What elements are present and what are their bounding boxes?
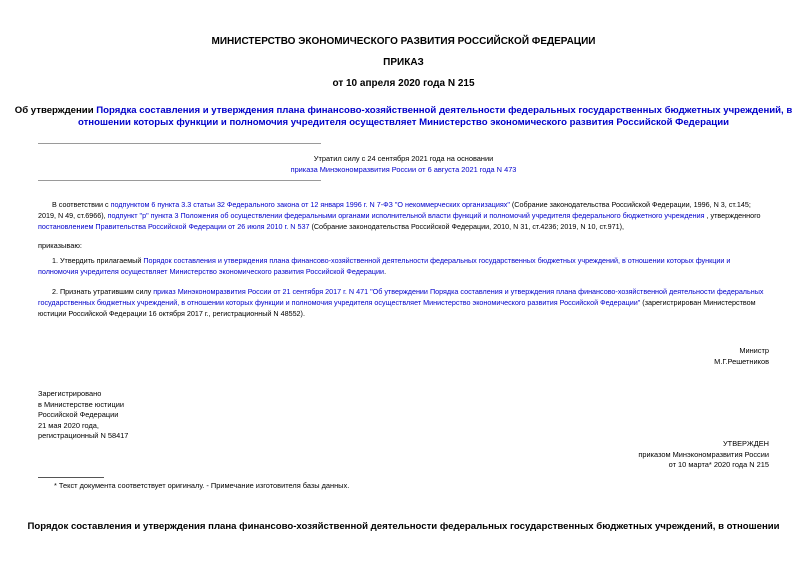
p3-text-a: 2. Признать утратившим силу — [52, 287, 154, 296]
approval-block — [638, 439, 769, 471]
document-date: от 10 апреля 2020 года N 215 — [332, 78, 475, 89]
p1-link-resolution[interactable]: постановлением Правительства Российской Федерации от 26 июля 2010 г. N 537 — [38, 222, 310, 231]
footnote-divider — [38, 477, 104, 478]
signature-title: Министр — [739, 346, 769, 355]
approval-line2: приказом Минэкономразвития России — [638, 449, 769, 459]
divider-top — [38, 143, 321, 144]
document-type: ПРИКАЗ — [383, 57, 424, 68]
ministry-heading: МИНИСТЕРСТВО ЭКОНОМИЧЕСКОГО РАЗВИТИЯ РОССИЙСКОЙ ФЕДЕРАЦИИ — [211, 36, 596, 47]
prikazyvayu-text: приказываю: — [38, 241, 82, 250]
p3-text-b: (зарегистрирован Министерством — [640, 298, 756, 307]
status-link[interactable]: приказа Минэкономразвития России от 6 августа 2021 года N 473 — [290, 164, 517, 174]
registration-line2: в Министерстве юстиции — [38, 399, 125, 409]
paragraph-1 — [38, 199, 770, 232]
registration-line4: 21 мая 2020 года, — [38, 420, 99, 430]
p1-link-law[interactable]: подпунктом 6 пункта 3.3 статьи 32 Федерального закона от 12 января 1996 г. N 7-ФЗ "О некоммерческих организациях" — [110, 200, 510, 209]
registration-line5: регистрационный N 58417 — [38, 431, 129, 440]
footnote: * Текст документа соответствует оригиналу. - Примечание изготовителя базы данных. — [54, 481, 350, 490]
p3-text-c: юстиции Российской Федерации 16 октября 2017 г., регистрационный N 48552). — [38, 309, 305, 318]
p1-link-regulation[interactable]: подпункт "р" пункта 3 Положения об осуществлении федеральными органами исполнительной власти функций и полномочий учредителя федерального бюджетного учреждения — [107, 211, 705, 220]
p2-link-order-line1[interactable]: Порядок составления и утверждения плана финансово-хозяйственной деятельности федеральных государственных бюджетных учреждений, в отношении которых функции и — [143, 256, 731, 265]
p2-text-a: 1. Утвердить прилагаемый — [52, 256, 144, 265]
signature-block — [714, 346, 769, 367]
approval-line3: от 10 марта* 2020 года N 215 — [668, 460, 769, 469]
p2-link-order-line2[interactable]: полномочия учредителя осуществляет Министерство экономического развития Российской Федерации — [38, 267, 385, 276]
p1-text-a: В соответствии с — [52, 200, 111, 209]
title-link-line1[interactable]: Порядка составления и утверждения плана финансово-хозяйственной деятельности федеральных государственных бюджетных учреждений, в — [96, 105, 793, 116]
signature-name: М.Г.Решетников — [714, 356, 769, 366]
status-line1: Утратил силу с 24 сентября 2021 года на основании — [313, 154, 494, 163]
p1-text-c: 2019, N 49, ст.6966), — [38, 211, 108, 220]
status-block — [0, 154, 807, 175]
p3-link-order-line2[interactable]: государственных бюджетных учреждений, в отношении которых функции и полномочия учредителя осуществляет Министерство экономического развития Российской Федерации" — [38, 298, 641, 307]
approval-line1: УТВЕРЖДЕН — [722, 439, 769, 448]
divider-bottom — [38, 180, 321, 181]
title-prefix: Об утверждении — [14, 105, 97, 116]
paragraph-3 — [38, 286, 770, 319]
document-title — [0, 105, 807, 129]
procedure-title: Порядок составления и утверждения плана финансово-хозяйственной деятельности федеральных государственных бюджетных учреждений, в отношении — [27, 521, 780, 532]
p1-text-d: , утвержденного — [704, 211, 761, 220]
p1-text-e: (Собрание законодательства Российской Федерации, 2010, N 31, ст.4236; 2019, N 10, ст.971), — [309, 222, 625, 231]
p1-text-b: (Собрание законодательства Российской Федерации, 1996, N 3, ст.145; — [509, 200, 751, 209]
paragraph-2 — [38, 255, 770, 277]
registration-block — [38, 389, 128, 442]
registration-line1: Зарегистрировано — [38, 389, 102, 398]
registration-line3: Российской Федерации — [38, 410, 119, 419]
title-link-line2[interactable]: отношении которых функции и полномочия учредителя осуществляет Министерство экономического развития Российской Федерации — [77, 117, 729, 128]
p2-text-b: . — [384, 267, 387, 276]
p3-link-order-line1[interactable]: приказ Минэкономразвития России от 21 сентября 2017 г. N 471 "Об утверждении Порядка составления и утверждения плана финансово-хозяйственной деятельности федеральных — [153, 287, 764, 296]
